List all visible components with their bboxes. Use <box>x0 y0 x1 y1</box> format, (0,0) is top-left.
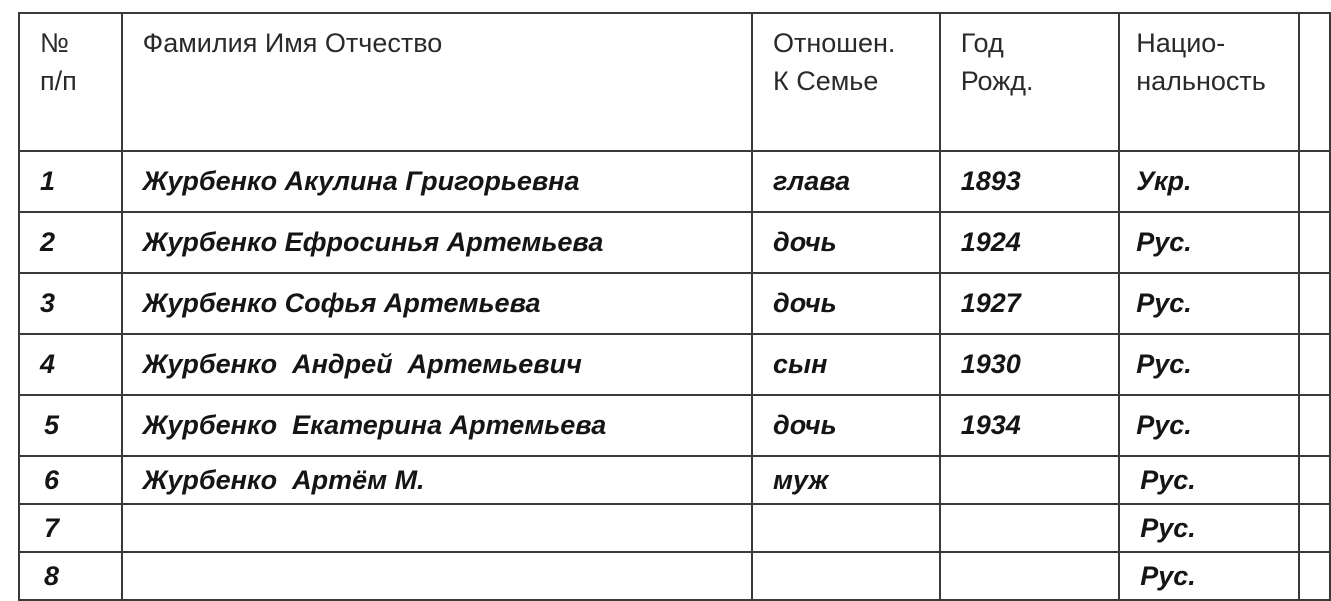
cell-year <box>940 456 1120 504</box>
cell-year <box>940 504 1120 552</box>
cell-num: 8 <box>19 552 122 600</box>
cell-extra <box>1299 552 1330 600</box>
cell-nationality: Рус. <box>1119 334 1299 395</box>
table-row <box>19 504 1330 552</box>
cell-name: Журбенко Софья Артемьева <box>122 273 752 334</box>
cell-num: 3 <box>19 273 122 334</box>
cell-num: 4 <box>19 334 122 395</box>
cell-nationality: Укр. <box>1119 151 1299 212</box>
cell-year: 1934 <box>940 395 1120 456</box>
cell-year <box>940 552 1120 600</box>
cell-num: 5 <box>19 395 122 456</box>
cell-extra <box>1299 504 1330 552</box>
family-table <box>18 12 1331 601</box>
header-relation-line2: К Семье <box>773 66 879 96</box>
cell-nationality: Рус. <box>1119 456 1299 504</box>
cell-year: 1930 <box>940 334 1120 395</box>
cell-name: Журбенко Акулина Григорьевна <box>122 151 752 212</box>
table-row <box>19 552 1330 600</box>
cell-year: 1893 <box>940 151 1120 212</box>
header-year <box>940 13 1120 151</box>
cell-name <box>122 504 752 552</box>
header-year-line2: Рожд. <box>960 66 1034 96</box>
cell-relation: дочь <box>752 273 940 334</box>
cell-name <box>122 552 752 600</box>
cell-extra <box>1299 456 1330 504</box>
cell-relation <box>752 552 940 600</box>
cell-relation: глава <box>752 151 940 212</box>
header-num-line2: п/п <box>40 66 77 96</box>
header-name-label: Фамилия Имя Отчество <box>142 28 443 58</box>
cell-extra <box>1299 273 1330 334</box>
header-relation <box>752 13 940 151</box>
cell-name: Журбенко Артём М. <box>122 456 752 504</box>
cell-relation <box>752 504 940 552</box>
table-row <box>19 273 1330 334</box>
cell-nationality: Рус. <box>1119 212 1299 273</box>
header-num-line1: № <box>40 28 69 58</box>
table-row <box>19 395 1330 456</box>
cell-num: 1 <box>19 151 122 212</box>
cell-extra <box>1299 212 1330 273</box>
cell-extra <box>1299 151 1330 212</box>
cell-extra <box>1299 395 1330 456</box>
header-relation-line1: Отношен. <box>773 28 896 58</box>
cell-nationality: Рус. <box>1119 395 1299 456</box>
cell-num: 7 <box>19 504 122 552</box>
header-nationality-line1: Нацио- <box>1136 28 1226 58</box>
cell-num: 6 <box>19 456 122 504</box>
cell-nationality: Рус. <box>1119 504 1299 552</box>
cell-num: 2 <box>19 212 122 273</box>
table-row <box>19 456 1330 504</box>
cell-nationality: Рус. <box>1119 273 1299 334</box>
table-row <box>19 151 1330 212</box>
cell-extra <box>1299 334 1330 395</box>
cell-year: 1927 <box>940 273 1120 334</box>
cell-relation: дочь <box>752 395 940 456</box>
table-row <box>19 334 1330 395</box>
cell-relation: сын <box>752 334 940 395</box>
cell-name: Журбенко Екатерина Артемьева <box>122 395 752 456</box>
cell-year: 1924 <box>940 212 1120 273</box>
header-extra <box>1299 13 1330 151</box>
cell-relation: дочь <box>752 212 940 273</box>
header-year-line1: Год <box>960 28 1004 58</box>
header-num <box>19 13 122 151</box>
cell-name: Журбенко Андрей Артемьевич <box>122 334 752 395</box>
table-row <box>19 212 1330 273</box>
cell-nationality: Рус. <box>1119 552 1299 600</box>
cell-relation: муж <box>752 456 940 504</box>
cell-name: Журбенко Ефросинья Артемьева <box>122 212 752 273</box>
header-nationality <box>1119 13 1299 151</box>
header-name <box>122 13 752 151</box>
header-row <box>19 13 1330 151</box>
header-nationality-line2: нальность <box>1136 66 1266 96</box>
